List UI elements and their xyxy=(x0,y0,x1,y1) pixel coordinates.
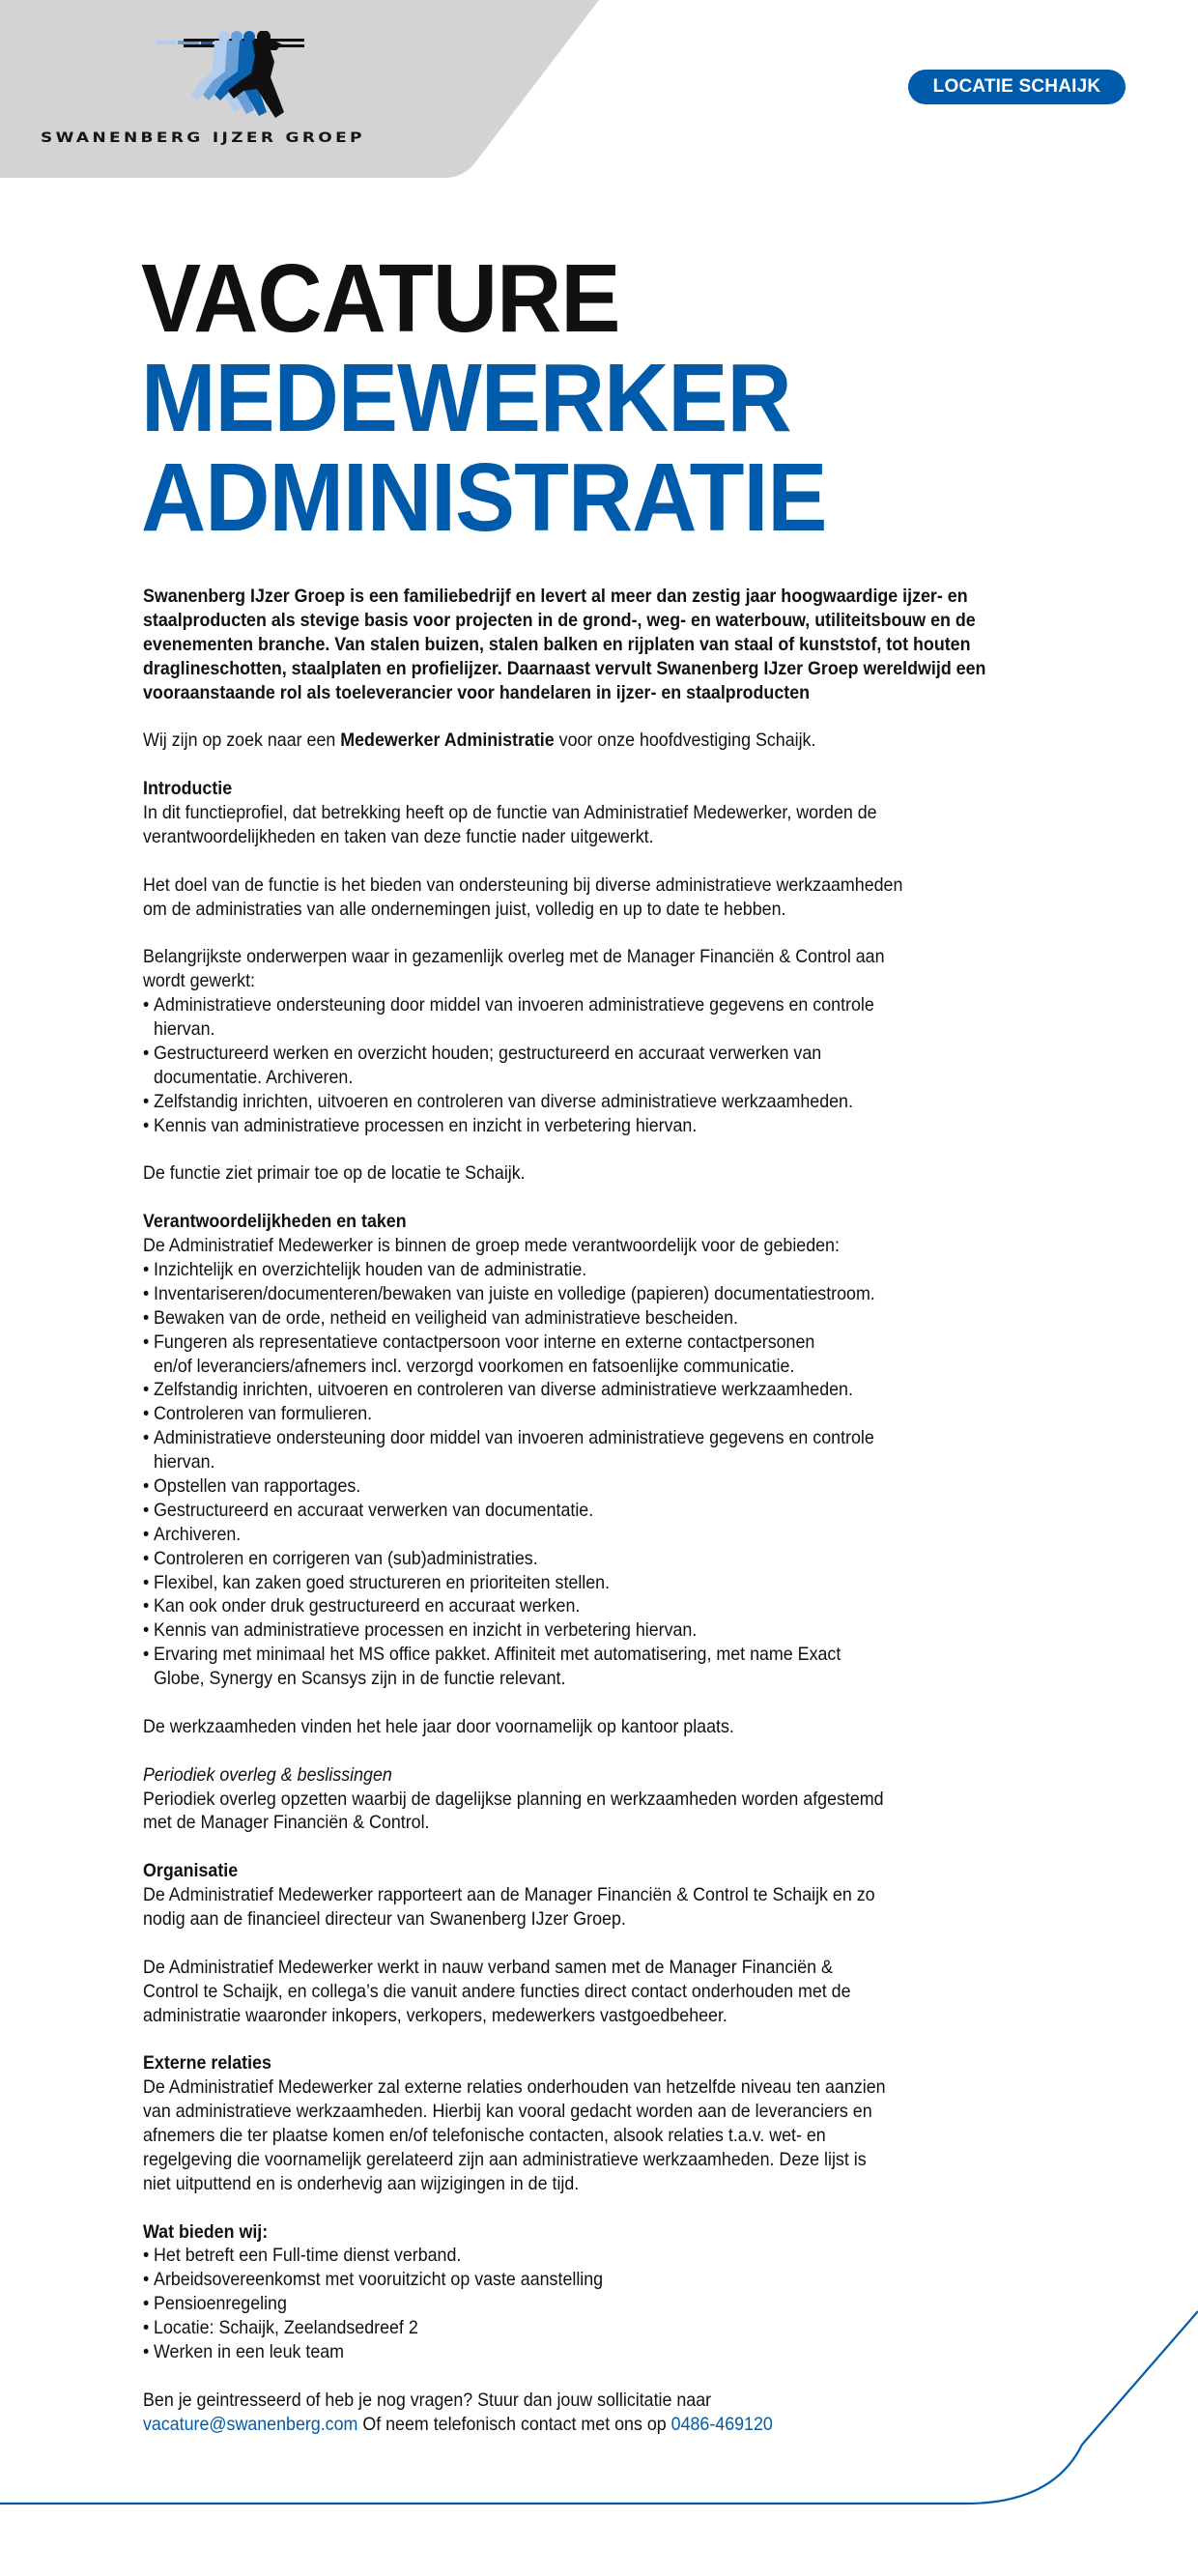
section-heading-wat-bieden-wij: Wat bieden wij: xyxy=(143,2220,269,2243)
list-item-text: Het betreft een Full-time dienst verband. xyxy=(154,2245,462,2267)
list-item-text: Pensioenregeling xyxy=(154,2293,287,2315)
list-item-text: Fungeren als representatieve contactpersoon voor interne en externe contactpersonen xyxy=(154,1331,815,1353)
section-heading-verantwoordelijkheden: Verantwoordelijkheden en taken xyxy=(143,1211,407,1233)
bullet-icon: • xyxy=(143,2245,150,2267)
paragraph-line: afnemers die ter plaatse komen en/of telefonische contacten, alsook relaties t.a.v. wet- en xyxy=(143,2125,826,2146)
paragraph-line: om de administraties van alle ondernemingen juist, volledig en up to date te hebben. xyxy=(143,898,786,920)
bullet-icon: • xyxy=(143,1547,150,1569)
header-background-shape xyxy=(0,0,618,178)
list-item xyxy=(143,1547,1041,1571)
list-item xyxy=(143,1594,1041,1618)
list-item-text: Administratieve ondersteuning door middel van invoeren administratieve gegevens en controle xyxy=(154,1427,874,1449)
list-item xyxy=(143,1571,1041,1595)
list-item-text: Zelfstandig inrichten, uitvoeren en controleren van diverse administratieve werkzaamheden. xyxy=(154,1090,853,1112)
bullet-icon: • xyxy=(143,994,150,1016)
search-prefix: Wij zijn op zoek naar een xyxy=(143,730,341,752)
paragraph-line: Belangrijkste onderwerpen waar in gezamenlijk overleg met de Manager Financiën & Control aan xyxy=(143,946,885,968)
section-heading-periodiek-overleg: Periodiek overleg & beslissingen xyxy=(143,1763,392,1786)
list-item xyxy=(143,1114,1041,1138)
paragraph-line: met de Manager Financiën & Control. xyxy=(143,1812,430,1834)
company-intro xyxy=(143,585,1119,704)
section-heading-introductie: Introductie xyxy=(143,778,233,800)
list-item-text: Bewaken van de orde, netheid en veiligheid van administratieve bescheiden. xyxy=(154,1306,738,1329)
logo-wordmark: SWANENBERG IJZER GROEP xyxy=(41,129,365,146)
title-line-medewerker: MEDEWERKER xyxy=(141,344,791,452)
list-item-continuation: hiervan. xyxy=(154,1018,215,1041)
bullet-icon: • xyxy=(143,2269,150,2291)
list-item-text: Inzichtelijk en overzichtelijk houden van de administratie. xyxy=(154,1258,587,1280)
list-item xyxy=(143,1618,1041,1643)
bullet-icon: • xyxy=(143,2317,150,2339)
bullet-icon: • xyxy=(143,1403,150,1425)
list-item-text: Kennis van administratieve processen en inzicht in verbetering hiervan. xyxy=(154,1619,698,1642)
title-line-administratie: ADMINISTRATIE xyxy=(141,444,827,552)
header-panel xyxy=(0,0,618,178)
list-item xyxy=(143,2268,1041,2292)
list-item-text: Flexibel, kan zaken goed structureren en prioriteiten stellen. xyxy=(154,1571,611,1593)
bullet-icon: • xyxy=(143,1427,150,1449)
paragraph-line: Control te Schaijk, en collega’s die vanuit andere functies direct contact onderhouden met de xyxy=(143,1980,851,2002)
list-item-text: Gestructureerd werken en overzicht houden; gestructureerd en accuraat verwerken van xyxy=(154,1042,822,1064)
list-item-text: Controleren van formulieren. xyxy=(154,1403,373,1425)
list-item xyxy=(143,1643,1041,1667)
list-item-text: Werken in een leuk team xyxy=(154,2341,345,2363)
paragraph-line: De werkzaamheden vinden het hele jaar door voornamelijk op kantoor plaats. xyxy=(143,1715,734,1737)
email-link[interactable]: vacature@swanenberg.com xyxy=(143,2413,358,2435)
intro-line: vooraanstaande rol als toeleverancier voor handelaren in ijzer- en staalproducten xyxy=(143,681,811,703)
phone-link[interactable]: 0486-469120 xyxy=(670,2413,773,2435)
paragraph-line: In dit functieprofiel, dat betrekking heeft op de functie van Administratief Medewerker, worden de xyxy=(143,802,877,824)
list-item xyxy=(143,1474,1041,1499)
list-item xyxy=(143,1042,1041,1066)
bullet-icon: • xyxy=(143,1306,150,1329)
list-item xyxy=(143,1331,1041,1355)
paragraph-line: De Administratief Medewerker werkt in nauw verband samen met de Manager Financiën & xyxy=(143,1956,833,1978)
bullet-icon: • xyxy=(143,1523,150,1545)
list-item-continuation: Globe, Synergy en Scansys zijn in de functie relevant. xyxy=(154,1668,566,1690)
bullet-icon: • xyxy=(143,1331,150,1353)
list-item-continuation: hiervan. xyxy=(154,1451,215,1474)
list-item xyxy=(143,1282,1041,1306)
list-item xyxy=(143,1258,1041,1282)
list-item-continuation: documentatie. Archiveren. xyxy=(154,1066,354,1088)
bullet-icon: • xyxy=(143,1644,150,1666)
paragraph-line: regelgeving die voornamelijk gerelateerd zijn aan administratieve werkzaamheden. Deze lijst is xyxy=(143,2148,867,2170)
list-item-text: Ervaring met minimaal het MS office pakket. Affiniteit met automatisering, met name Exact xyxy=(154,1644,841,1666)
introductie-bullet-list xyxy=(143,993,1119,1137)
list-item-text: Inventariseren/documenteren/bewaken van juiste en volledige (papieren) documentatiestroom. xyxy=(154,1282,875,1304)
section-heading-externe-relaties: Externe relaties xyxy=(143,2052,271,2075)
decorative-bottom-line xyxy=(0,2290,1198,2522)
search-sentence xyxy=(143,729,1041,753)
list-item xyxy=(143,1402,1041,1426)
vacancy-body xyxy=(143,585,1119,2437)
bullet-icon: • xyxy=(143,2293,150,2315)
intro-line: evenementen branche. Van stalen buizen, stalen balken en rijplaten van staal of kunststof, tot houten xyxy=(143,633,971,655)
paragraph-line: van administratieve werkzaamheden. Hierbij kan vooral gedacht worden aan de leveranciers en xyxy=(143,2101,872,2123)
intro-line: Swanenberg IJzer Groep is een familiebedrijf en levert al meer dan zestig jaar hoogwaardige ijzer- en xyxy=(143,586,968,607)
search-suffix: voor onze hoofdvestiging Schaijk. xyxy=(554,730,816,752)
paragraph-line: De Administratief Medewerker rapporteert aan de Manager Financiën & Control te Schaijk en zo xyxy=(143,1884,875,1906)
bullet-icon: • xyxy=(143,1474,150,1497)
list-item-text: Controleren en corrigeren van (sub)administraties. xyxy=(154,1547,538,1569)
page-title xyxy=(141,244,878,552)
list-item-text: Arbeidsovereenkomst met vooruitzicht op vaste aanstelling xyxy=(154,2269,604,2291)
paragraph-line: administratie waaronder inkopers, verkopers, medewerkers vastgoedbeheer. xyxy=(143,2004,727,2026)
list-item xyxy=(143,1499,1041,1523)
list-item-text: Gestructureerd en accuraat verwerken van documentatie. xyxy=(154,1499,594,1521)
bullet-icon: • xyxy=(143,1282,150,1304)
intro-line: draglineschotten, staalplaten en profielijzer. Daarnaast vervult Swanenberg IJzer Groep wereldwijd een xyxy=(143,657,986,679)
paragraph-line: verantwoordelijkheden en taken van deze functie nader uitgewerkt. xyxy=(143,825,654,847)
list-item xyxy=(143,1306,1041,1331)
location-note: De functie ziet primair toe op de locatie te Schaijk. xyxy=(143,1162,526,1185)
location-badge: LOCATIE SCHAIJK xyxy=(908,70,1126,104)
paragraph-line: De Administratief Medewerker zal externe relaties onderhouden van hetzelfde niveau ten aanzien xyxy=(143,2076,886,2099)
contact-middle-text: Of neem telefonisch contact met ons op xyxy=(357,2413,671,2435)
bullet-icon: • xyxy=(143,2341,150,2363)
bullet-icon: • xyxy=(143,1258,150,1280)
title-line-vacature: VACATURE xyxy=(141,244,620,353)
list-item-text: Zelfstandig inrichten, uitvoeren en controleren van diverse administratieve werkzaamheden. xyxy=(154,1379,853,1401)
list-item xyxy=(143,2244,1041,2268)
bullet-icon: • xyxy=(143,1379,150,1401)
paragraph-line: nodig aan de financieel directeur van Swanenberg IJzer Groep. xyxy=(143,1907,626,1930)
bullet-icon: • xyxy=(143,1619,150,1642)
list-item xyxy=(143,1523,1041,1547)
paragraph-line: Periodiek overleg opzetten waarbij de dagelijkse planning en werkzaamheden worden afgestemd xyxy=(143,1788,884,1810)
company-logo xyxy=(155,31,309,122)
paragraph-line: Het doel van de functie is het bieden van ondersteuning bij diverse administratieve werkzaamheden xyxy=(143,873,903,896)
bullet-icon: • xyxy=(143,1090,150,1112)
list-item xyxy=(143,1090,1041,1114)
responsibilities-bullet-list xyxy=(143,1258,1119,1691)
paragraph-line: niet uitputtend en is onderhevig aan wijzigingen in de tijd. xyxy=(143,2172,580,2194)
paragraph-line: wordt gewerkt: xyxy=(143,970,256,992)
list-item-text: Archiveren. xyxy=(154,1523,242,1545)
list-item-text: Kennis van administratieve processen en inzicht in verbetering hiervan. xyxy=(154,1114,698,1136)
list-item-continuation: en/of leveranciers/afnemers incl. verzorgd voorkomen en fatsoenlijke communicatie. xyxy=(154,1355,795,1377)
paragraph-line: De Administratief Medewerker is binnen de groep mede verantwoordelijk voor de gebieden: xyxy=(143,1235,840,1257)
list-item-text: Locatie: Schaijk, Zeelandsedreef 2 xyxy=(154,2317,418,2339)
list-item xyxy=(143,1378,1041,1402)
running-man-carrying-steel-beam-icon xyxy=(155,31,309,122)
intro-line: staalproducten als stevige basis voor projecten in de grond-, weg- en waterbouw, utiliteitsbouw en de xyxy=(143,609,976,631)
list-item xyxy=(143,993,1041,1017)
bullet-icon: • xyxy=(143,1114,150,1136)
bullet-icon: • xyxy=(143,1595,150,1617)
bullet-icon: • xyxy=(143,1571,150,1593)
contact-line: Ben je geintresseerd of heb je nog vragen? Stuur dan jouw sollicitatie naar xyxy=(143,2389,712,2411)
list-item-text: Kan ook onder druk gestructureerd en accuraat werken. xyxy=(154,1595,581,1617)
list-item-text: Administratieve ondersteuning door middel van invoeren administratieve gegevens en controle xyxy=(154,994,874,1016)
bullet-icon: • xyxy=(143,1499,150,1521)
list-item-text: Opstellen van rapportages. xyxy=(154,1474,361,1497)
section-heading-organisatie: Organisatie xyxy=(143,1860,239,1882)
list-item xyxy=(143,1426,1041,1450)
search-role: Medewerker Administratie xyxy=(340,730,555,752)
bullet-icon: • xyxy=(143,1042,150,1064)
